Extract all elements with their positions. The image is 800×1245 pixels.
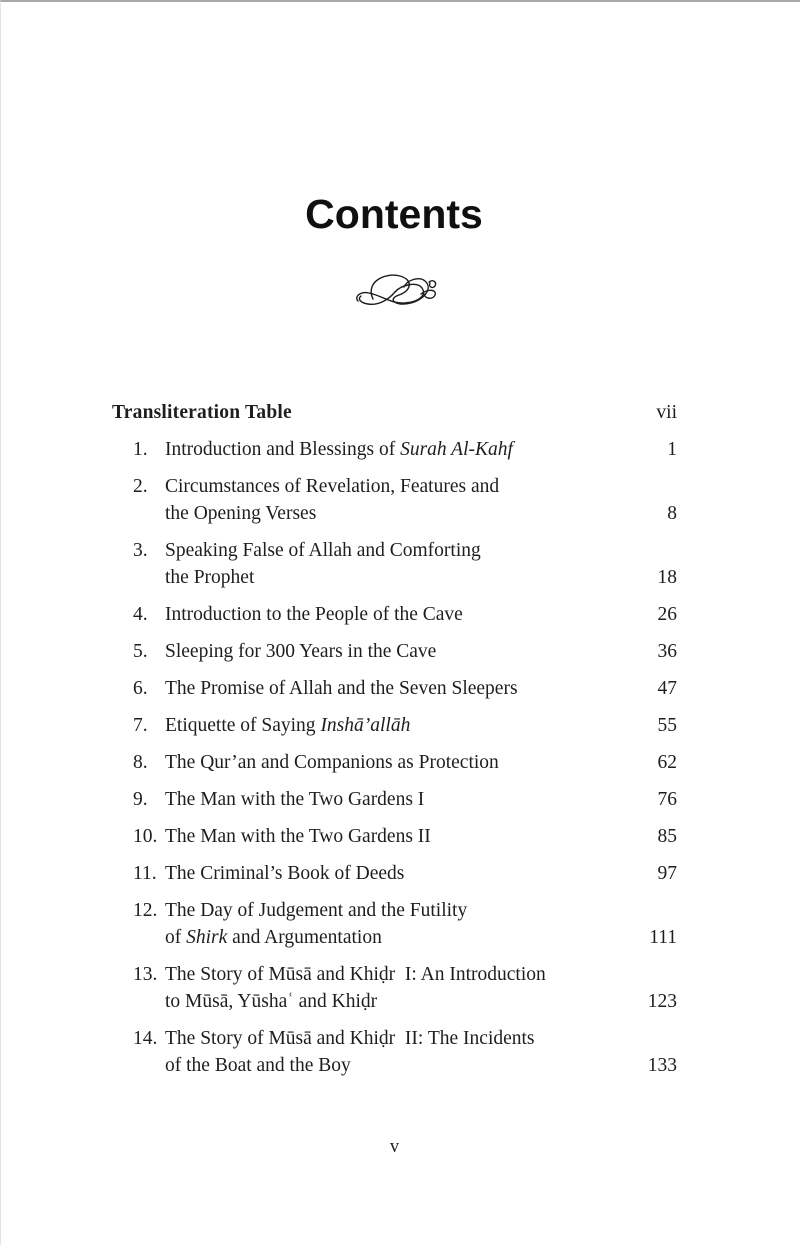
toc-item-number: 6. (133, 678, 148, 699)
toc-item-page: 111 (649, 927, 677, 948)
toc-item (112, 860, 677, 887)
toc-item-number: 10. (133, 826, 158, 847)
toc-item-title-line: The Man with the Two Gardens I (165, 789, 425, 810)
toc-item (112, 537, 677, 591)
toc-item (112, 675, 677, 702)
toc-item-title (165, 712, 646, 739)
toc-item-title (165, 823, 646, 850)
toc-item (112, 897, 677, 951)
toc-item-title (165, 749, 646, 776)
toc-item-title (165, 473, 655, 527)
toc-item-title (165, 786, 646, 813)
toc-item-number: 12. (133, 900, 158, 921)
toc-item-page: 47 (657, 678, 677, 699)
toc-item-title-line: Speaking False of Allah and Comforting (165, 540, 481, 561)
toc-item-title (165, 961, 636, 1015)
toc-item-title-line: The Day of Judgement and the Futility (165, 900, 468, 921)
page-title: Contents (305, 191, 483, 237)
toc-item-page: 85 (657, 826, 677, 847)
toc-item-title (165, 897, 637, 951)
toc-item-title (165, 537, 646, 591)
toc-item-title-line: The Story of Mūsā and Khiḍr I: An Introduction (165, 964, 546, 985)
toc-item-page: 123 (647, 991, 677, 1012)
toc-item (112, 436, 677, 463)
toc-item-number: 9. (133, 789, 148, 810)
toc-item-number: 5. (133, 641, 148, 662)
table-of-contents (112, 399, 677, 1089)
toc-item (112, 712, 677, 739)
toc-item-page: 76 (657, 789, 677, 810)
toc-item-page: 18 (657, 567, 677, 588)
toc-item (112, 961, 677, 1015)
toc-item-page: 1 (667, 439, 677, 460)
toc-item-title-line: The Qur’an and Companions as Protection (165, 752, 499, 773)
toc-item-number: 11. (133, 863, 157, 884)
toc-item (112, 823, 677, 850)
toc-item-page: 62 (657, 752, 677, 773)
toc-item-title-line: The Man with the Two Gardens II (165, 826, 431, 847)
toc-item-title-line: Introduction and Blessings of Surah Al-Kahf (165, 439, 513, 460)
toc-item-title-line: The Story of Mūsā and Khiḍr II: The Incidents (165, 1028, 535, 1049)
toc-item (112, 786, 677, 813)
toc-item-number: 7. (133, 715, 148, 736)
toc-item-title-line: The Criminal’s Book of Deeds (165, 863, 405, 884)
toc-item (112, 601, 677, 628)
toc-item-title-line: of Shirk and Argumentation (165, 927, 382, 948)
toc-item-page: 8 (667, 503, 677, 524)
page-folio: v (389, 1137, 400, 1157)
toc-item-number: 2. (133, 476, 148, 497)
toc-front-matter-row (112, 399, 677, 426)
toc-item-title-line: Etiquette of Saying Inshā’allāh (165, 715, 411, 736)
toc-item-title-line: of the Boat and the Boy (165, 1055, 351, 1076)
toc-item-title (165, 1025, 636, 1079)
title-ornament (0, 268, 794, 315)
toc-item-number: 3. (133, 540, 148, 561)
toc-item-title-line: The Promise of Allah and the Seven Sleepers (165, 678, 518, 699)
toc-front-matter-page: vii (656, 402, 677, 423)
toc-item (112, 473, 677, 527)
toc-item-page: 133 (647, 1055, 677, 1076)
toc-item-page: 55 (657, 715, 677, 736)
toc-item-title-line: Sleeping for 300 Years in the Cave (165, 641, 437, 662)
toc-item-title-line: the Opening Verses (165, 503, 317, 524)
toc-item (112, 749, 677, 776)
toc-item-number: 13. (133, 964, 158, 985)
toc-item-page: 97 (657, 863, 677, 884)
toc-item-number: 8. (133, 752, 148, 773)
toc-item-title-line: to Mūsā, Yūshaʿ and Khiḍr (165, 991, 378, 1012)
toc-item-page: 26 (657, 604, 677, 625)
toc-item-number: 14. (133, 1028, 158, 1049)
toc-items (112, 436, 677, 1079)
toc-item-title (165, 638, 646, 665)
toc-item-title-line: the Prophet (165, 567, 255, 588)
toc-item-page: 36 (657, 641, 677, 662)
toc-item-number: 4. (133, 604, 148, 625)
toc-front-matter-label: Transliteration Table (112, 402, 292, 423)
toc-item-title (165, 436, 655, 463)
toc-item-title-line: Circumstances of Revelation, Features and (165, 476, 500, 497)
toc-item-number: 1. (133, 439, 148, 460)
toc-item-title (165, 860, 646, 887)
toc-item-title-line: Introduction to the People of the Cave (165, 604, 463, 625)
toc-item-title (165, 675, 646, 702)
toc-item-title (165, 601, 646, 628)
calligraphic-flourish-icon (353, 297, 441, 314)
toc-item (112, 638, 677, 665)
toc-item (112, 1025, 677, 1079)
